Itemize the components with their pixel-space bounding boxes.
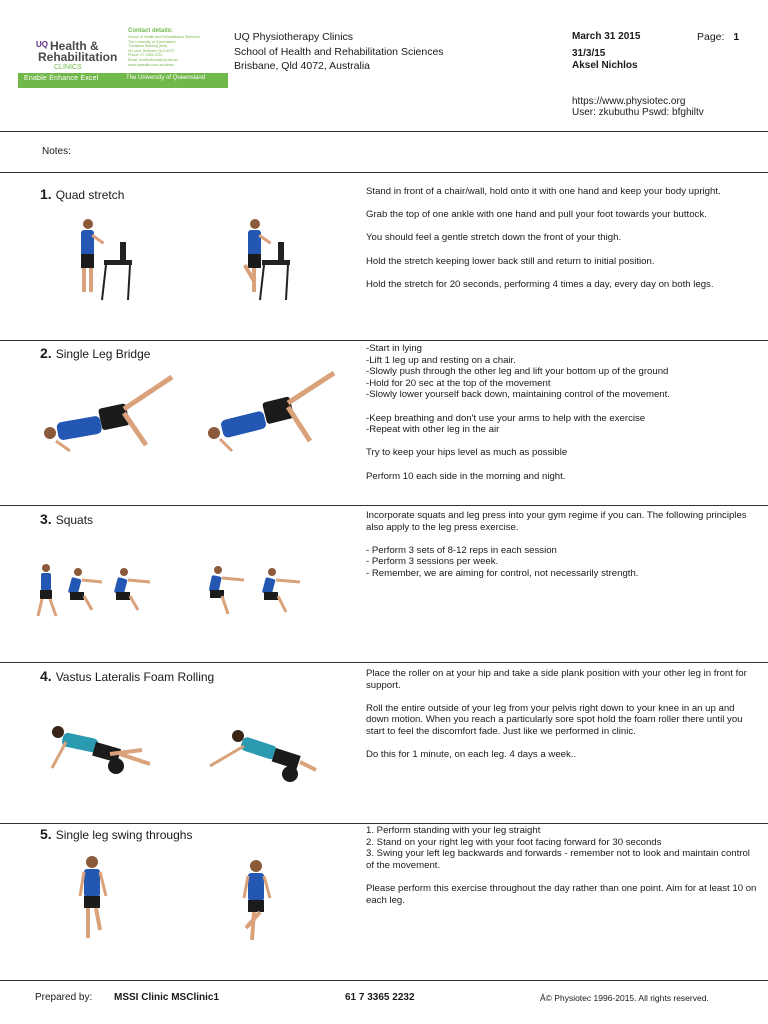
prepared-by-label: Prepared by: [35, 992, 93, 1003]
exercise-2-instructions: -Start in lying -Lift 1 leg up and resting on a chair. -Slowly push through the other leg and lift your bottom up of the ground -Hold for 20 sec at the top of the movement -Slowly lower yourself back down, maintaining control of the movement. -Keep breathing and don't use your arms to help with the exercise -Repeat with other leg in the air Try to keep your hips level as much as possible Perform 10 each side in the morning and night. [366, 343, 670, 482]
quad-stretch-figure-start [81, 219, 104, 292]
exercise-2-divider [0, 505, 768, 506]
prepared-by-value: MSSI Clinic MSClinic1 [114, 992, 220, 1003]
exercise-2-illustration [36, 365, 346, 465]
chair-icon [260, 242, 290, 300]
page-number: 1 [733, 31, 740, 43]
squat-figure [262, 568, 300, 612]
exercise-1-number: 1. [40, 186, 52, 202]
foam-roller [282, 766, 298, 782]
chair-icon [102, 242, 132, 300]
exercise-4-divider [0, 823, 768, 824]
website-url[interactable]: https://www.physiotec.org [572, 96, 686, 107]
exercise-2-title [40, 345, 150, 361]
exercise-3-name: Squats [55, 513, 94, 527]
logo-subtitle: CLINICS [54, 64, 82, 71]
exercise-1-name: Quad stretch [55, 188, 125, 202]
exercise-5-title [40, 826, 192, 842]
logo-uq-text: UQ [36, 40, 48, 49]
school-name: School of Health and Rehabilitation Sciences [234, 45, 444, 58]
exercise-4-number: 4. [40, 668, 52, 684]
exercise-3-divider [0, 662, 768, 663]
leg-swing-figure-end [244, 860, 270, 940]
squat-figure [38, 564, 56, 616]
squat-sequence-right [209, 566, 300, 614]
bridge-figure-end [208, 373, 334, 451]
exercise-5-instructions: 1. Perform standing with your leg straight 2. Stand on your right leg with your foot facing forward for 30 seconds 3. Swing your left leg backwards and forwards - remember not to look and maintain control of the movement. Please perform this exercise throughout the day rather than one point. Aim for at least 10 on each leg. [366, 825, 757, 906]
exercise-1-instructions: Stand in front of a chair/wall, hold onto it with one hand and keep your body upright. Grab the top of one ankle with one hand and pull your foot towards your buttock. You should feel a gentle stretch down the front of your thigh. Hold the stretch keeping lower back still and return to initial position. Hold the stretch for 20 seconds, performing 4 times a day, every day on both legs. [366, 186, 721, 290]
exercise-4-illustration [44, 720, 324, 786]
clinic-name: UQ Physiotherapy Clinics [234, 31, 354, 43]
logo-title [38, 41, 117, 63]
notes-label: Notes: [42, 146, 71, 157]
exercise-1-illustration [30, 208, 320, 308]
patient-block [572, 48, 638, 72]
bridge-figure-start [44, 377, 172, 451]
leg-swing-figure-start [80, 856, 106, 938]
page-indicator [697, 30, 739, 45]
exercise-4-name: Vastus Lateralis Foam Rolling [55, 670, 215, 684]
notes-divider [0, 172, 768, 173]
print-date: March 31 2015 [572, 31, 641, 42]
exercise-2-number: 2. [40, 345, 52, 361]
exercise-3-illustration [30, 560, 320, 624]
exercise-3-title [40, 511, 93, 527]
squat-figure [68, 568, 102, 610]
squat-figure [114, 568, 150, 610]
exercise-5-illustration [30, 852, 320, 944]
squat-figure [209, 566, 244, 614]
logo-title-line2: Rehabilitation [38, 50, 118, 64]
foam-roller [108, 758, 124, 774]
account-block [572, 96, 704, 118]
exercise-4-instructions: Place the roller on at your hip and take a side plank position with your other leg in front for support. Roll the entire outside of your leg from your pelvis right down to your knee in an up and down motion. When you reach a particularly sore spot hold the foam roller there until you start to feel the discomfort fade. Just like we performed in clinic. Do this for 1 minute, on each leg. 4 days a week.. [366, 668, 747, 761]
footer-phone: 61 7 3365 2232 [345, 992, 415, 1003]
exercise-2-name: Single Leg Bridge [55, 347, 151, 361]
exercise-3-instructions: Incorporate squats and leg press into your gym regime if you can. The following principles also apply to the leg press exercise. - Perform 3 sets of 8-12 reps in each session - Perform 3 sessions per week. - Remember, we are aiming for control, not necessarily strength. [366, 510, 747, 579]
footer-copyright: Â© Physiotec 1996-2015. All rights reserved. [540, 993, 709, 1003]
logo-signature: The University of Queensland [126, 75, 206, 81]
clinic-address-block [234, 30, 444, 74]
exercise-1-divider [0, 340, 768, 341]
exercise-3-number: 3. [40, 511, 52, 527]
logo-contact-title: Contact details: [128, 28, 174, 34]
logo-tagline: Enable Enhance Excel [24, 75, 99, 82]
page-label: Page: [697, 31, 725, 43]
logo-title-line1: Health & [50, 39, 99, 53]
header-divider [0, 131, 768, 132]
footer-divider [0, 980, 768, 981]
exercise-4-title [40, 668, 214, 684]
exercise-5-name: Single leg swing throughs [55, 828, 193, 842]
clinic-logo [18, 28, 228, 88]
patient-name: Aksel Nichlos [572, 60, 638, 71]
exercise-1-title [40, 186, 124, 202]
quad-stretch-figure-end [243, 219, 271, 292]
logo-contact-text: School of Health and Rehabilitation Sciences The University of Queensland Therapies Building (84a) St Lucia, Brisbane QLD 4072 Phone: 07 3365 2232 Email: healthclinics@uq.edu.au www.uqhealth.com.au/clinics [128, 35, 200, 67]
exercise-5-number: 5. [40, 826, 52, 842]
foam-roll-figure-end [210, 730, 316, 782]
clinic-address: Brisbane, Qld 4072, Australia [234, 60, 370, 72]
squat-sequence-left [38, 564, 150, 616]
user-credentials: User: zkubuthu Pswd: bfghiltv [572, 107, 704, 118]
foam-roll-figure-start [52, 726, 150, 774]
short-date: 31/3/15 [572, 48, 606, 59]
